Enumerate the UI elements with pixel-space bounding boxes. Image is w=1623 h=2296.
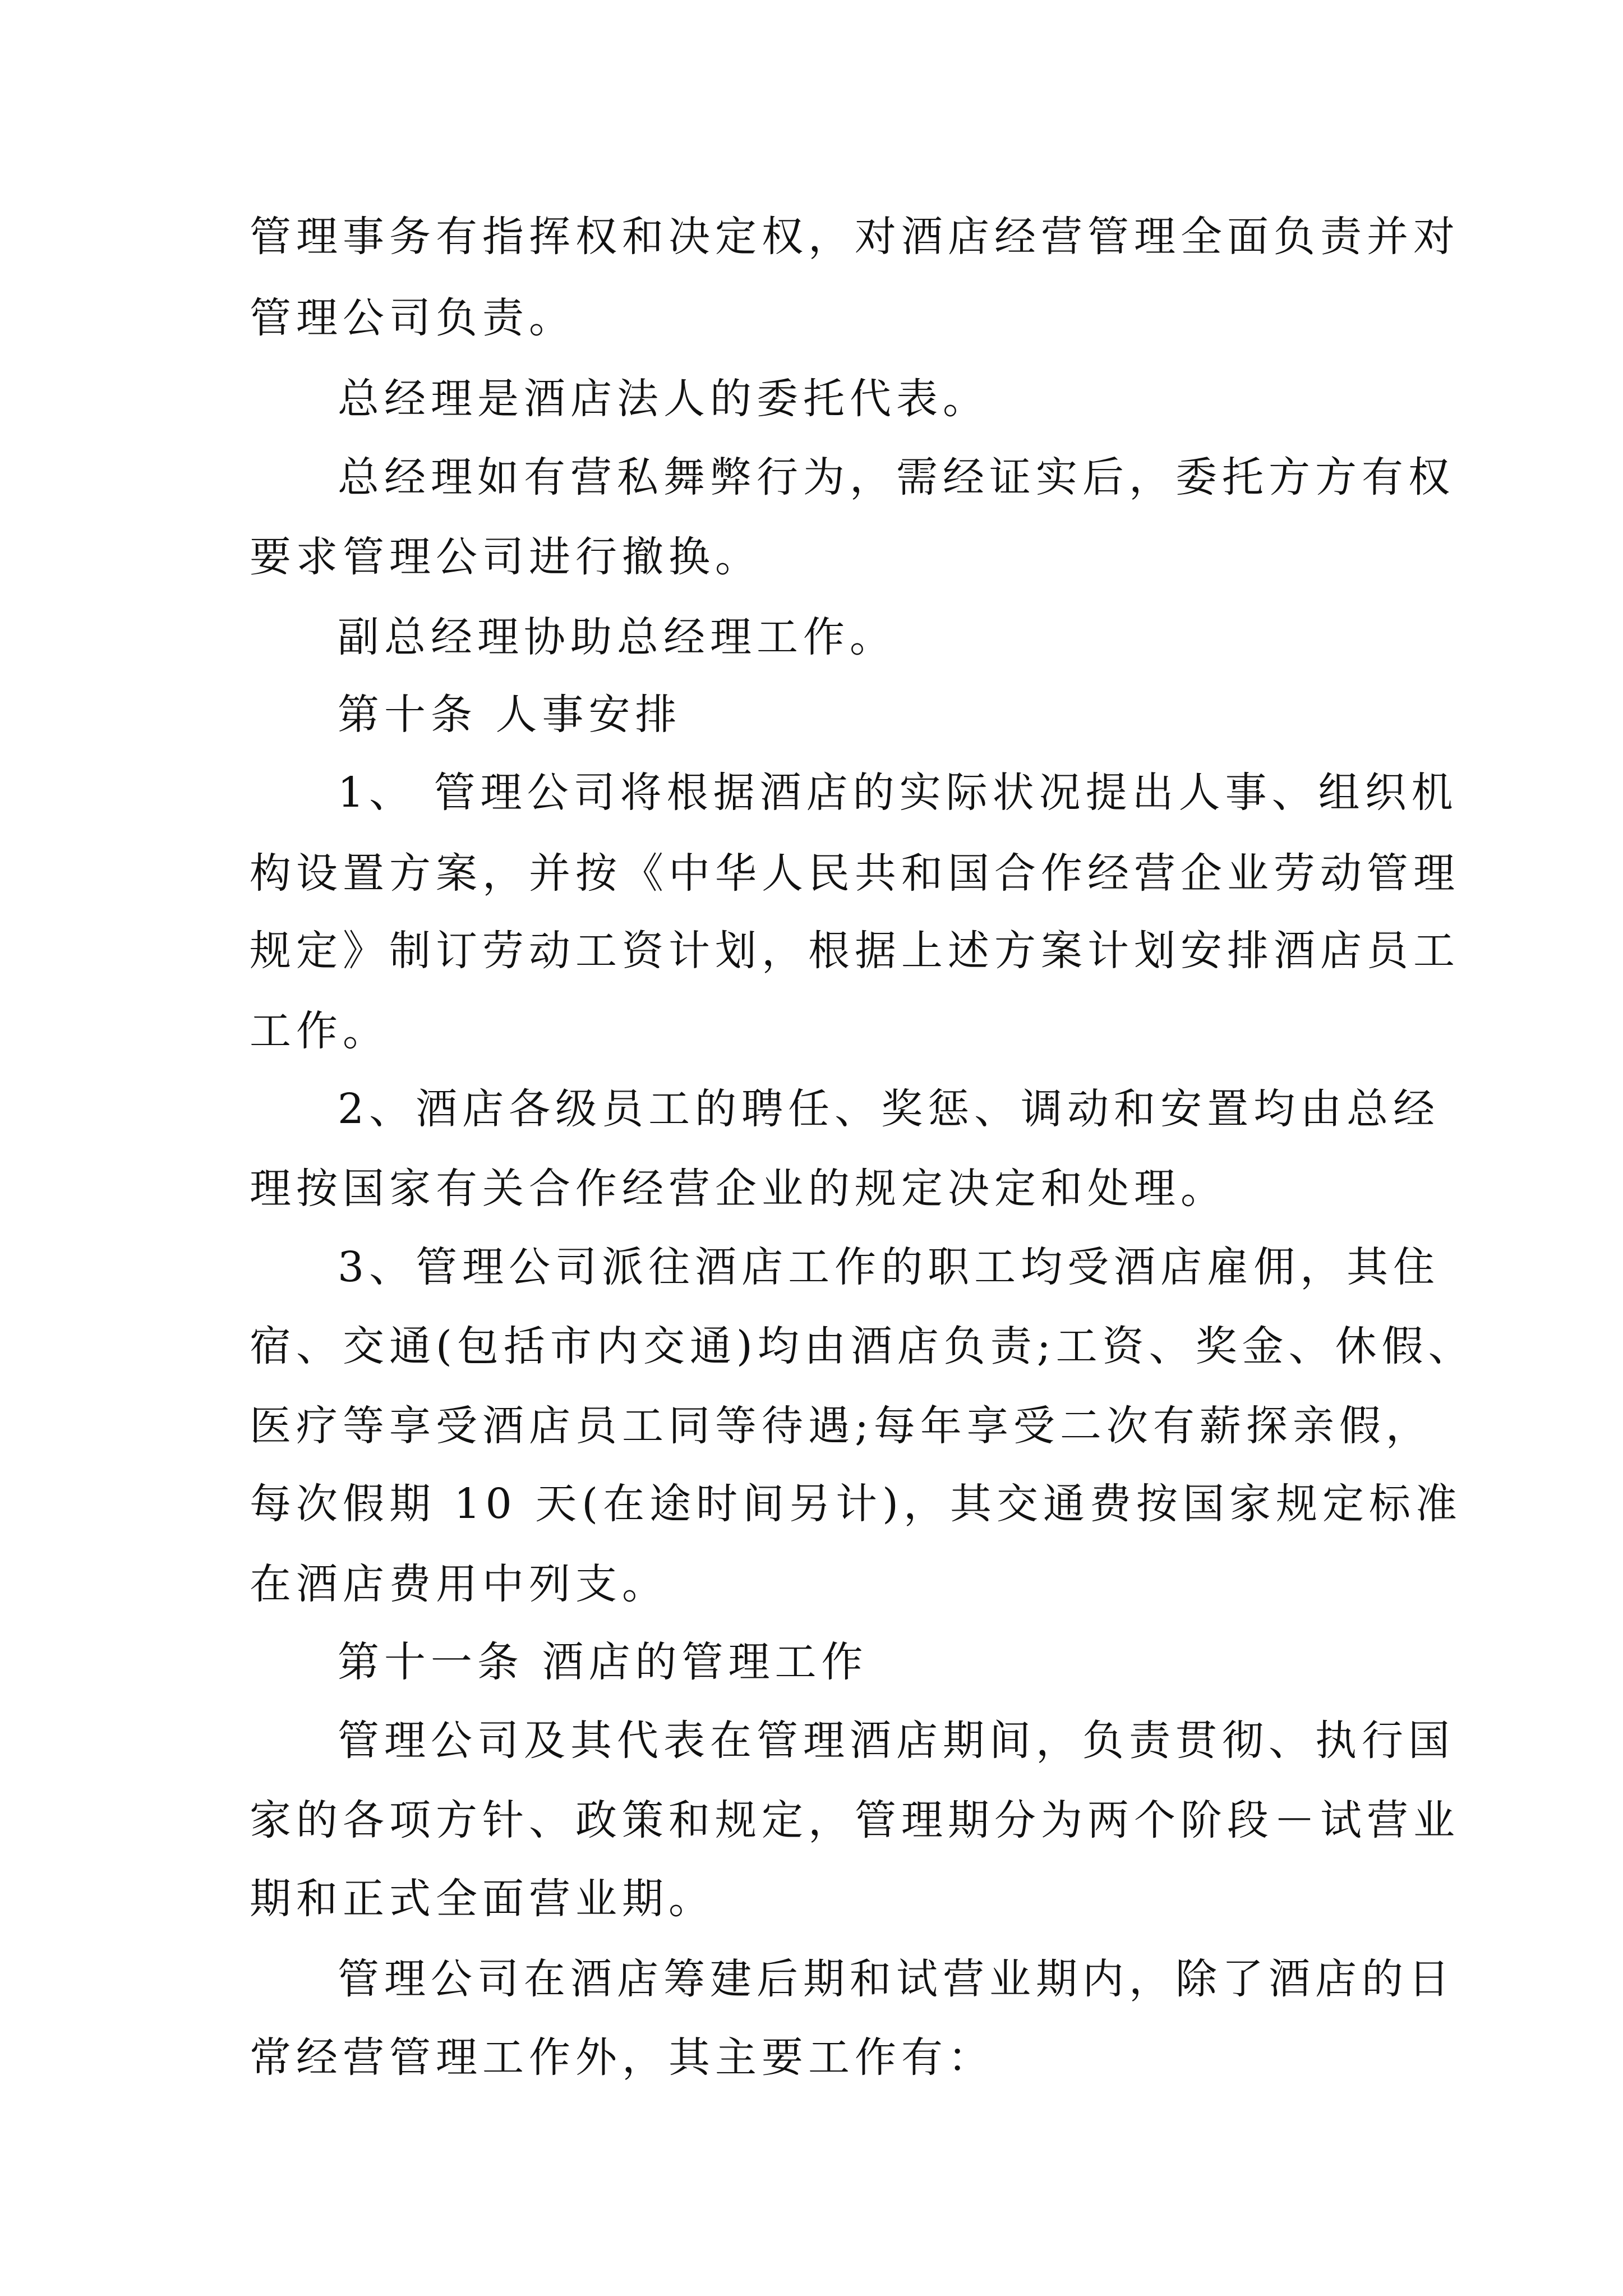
text-line: 规定》制订劳动工资计划，根据上述方案计划安排酒店员工: [250, 927, 1460, 975]
text-line: 总经理是酒店法人的委托代表。: [338, 375, 989, 423]
section-heading: 第十一条 酒店的管理工作: [338, 1638, 868, 1686]
text-line: 管理公司负责。: [250, 294, 575, 342]
text-line: 管理公司在酒店筹建后期和试营业期内，除了酒店的日: [338, 1955, 1455, 2003]
text-line: 3、管理公司派往酒店工作的职工均受酒店雇佣，其住: [338, 1243, 1440, 1291]
text-line: 1、 管理公司将根据酒店的实际状况提出人事、组织机: [338, 769, 1458, 817]
text-line: 管理公司及其代表在管理酒店期间，负责贯彻、执行国: [338, 1717, 1455, 1765]
text-line: 总经理如有营私舞弊行为，需经证实后，委托方方有权: [338, 453, 1455, 501]
text-line: 在酒店费用中列支。: [250, 1560, 668, 1608]
text-line: 理按国家有关合作经营企业的规定决定和处理。: [250, 1165, 1227, 1213]
text-line: 工作。: [250, 1007, 389, 1055]
text-line: 要求管理公司进行撤换。: [250, 533, 762, 581]
text-line: 宿、交通(包括市内交通)均由酒店负责;工资、奖金、休假、: [250, 1322, 1475, 1370]
text-line: 副总经理协助总经理工作。: [338, 613, 896, 661]
text-line: 构设置方案，并按《中华人民共和国合作经营企业劳动管理: [250, 849, 1460, 898]
text-line: 常经营管理工作外，其主要工作有：: [250, 2033, 994, 2082]
text-line: 管理事务有指挥权和决定权，对酒店经营管理全面负责并对: [250, 213, 1460, 261]
text-line: 期和正式全面营业期。: [250, 1875, 715, 1923]
text-line: 医疗等享受酒店员工同等待遇;每年享受二次有薪探亲假，: [250, 1402, 1432, 1450]
text-line: 家的各项方针、政策和规定，管理期分为两个阶段－试营业: [250, 1796, 1460, 1844]
text-line: 2、酒店各级员工的聘任、奖惩、调动和安置均由总经: [338, 1085, 1440, 1133]
section-heading: 第十条 人事安排: [338, 691, 682, 739]
text-line: 每次假期 10 天(在途时间另计)，其交通费按国家规定标准: [250, 1480, 1462, 1528]
